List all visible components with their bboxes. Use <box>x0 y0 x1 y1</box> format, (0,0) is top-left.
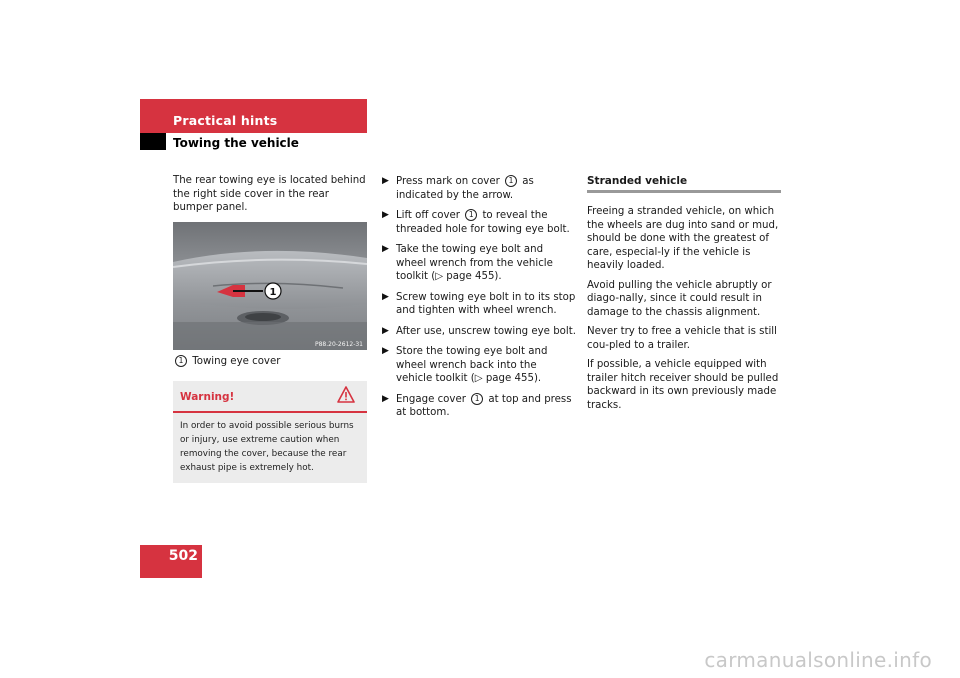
bullet-arrow-icon: ▶ <box>382 176 389 186</box>
step-item: ▶ Take the towing eye bolt and wheel wrench from the vehicle toolkit (▷ page 455). <box>382 244 553 282</box>
caption-number: 1 <box>175 355 187 367</box>
step-item: ▶ After use, unscrew towing eye bolt. <box>382 325 576 337</box>
stranded-paragraph: Avoid pulling the vehicle abruptly or diago-nally, since it could result in damage to the chassis alignment. <box>587 279 772 318</box>
page-number: 502 <box>168 548 198 564</box>
steps-column <box>380 175 576 427</box>
warning-title: Warning! <box>180 391 235 403</box>
warning-triangle-icon <box>337 386 355 407</box>
step-item: ▶ Engage cover 1 at top and press at bottom. <box>382 393 572 418</box>
intro-paragraph: The rear towing eye is located behind the right side cover in the rear bumper panel. <box>173 175 366 213</box>
callout-number: 1 <box>269 286 277 298</box>
stranded-paragraph: Never try to free a vehicle that is still cou-pled to a trailer. <box>587 326 777 351</box>
step-number: 1 <box>465 209 477 221</box>
step-item: ▶ Store the towing eye bolt and wheel wrench back into the vehicle toolkit (▷ page 455). <box>382 346 548 384</box>
bullet-arrow-icon: ▶ <box>382 393 389 404</box>
watermark[interactable]: carmanualsonline.info <box>704 648 932 672</box>
step-item: ▶ Lift off cover 1 to reveal the threaded hole for towing eye bolt. <box>382 210 570 235</box>
photo-caption <box>173 355 369 369</box>
bumper-illustration <box>173 222 367 350</box>
section-title: Practical hints <box>173 113 278 128</box>
step-item: ▶ Press mark on cover 1 as indicated by the arrow. <box>382 176 534 201</box>
stranded-paragraph: If possible, a vehicle equipped with trailer hitch receiver should be pulled backward in its own previously made tracks. <box>587 359 779 411</box>
subsection-marker <box>140 133 166 150</box>
bullet-arrow-icon: ▶ <box>382 346 389 356</box>
step-number: 1 <box>471 393 483 405</box>
warning-header <box>173 381 367 413</box>
stranded-paragraph: Freeing a stranded vehicle, on which the wheels are dug into sand or mud, should be done with the greatest of care, especial-ly if the vehicle is heavily loaded. <box>587 206 779 271</box>
towing-eye-photo <box>173 222 367 350</box>
left-column <box>173 174 369 483</box>
stranded-heading: Stranded vehicle <box>587 175 781 193</box>
caption-text: Towing eye cover <box>192 355 281 367</box>
bullet-arrow-icon: ▶ <box>382 210 389 220</box>
bullet-arrow-icon: ▶ <box>382 291 389 302</box>
stranded-vehicle-column <box>587 175 781 418</box>
warning-box <box>173 381 367 483</box>
warning-text: In order to avoid possible serious burns or injury, use extreme caution when removing the cover, because the rear exhaust pipe is extremely hot. <box>180 421 354 473</box>
bullet-arrow-icon: ▶ <box>382 325 389 336</box>
photo-code: P88.20-2612-31 <box>314 340 363 348</box>
page-number-box <box>140 545 202 578</box>
step-item: ▶ Screw towing eye bolt in to its stop and tighten with wheel wrench. <box>382 291 576 316</box>
step-number: 1 <box>505 175 517 187</box>
bullet-arrow-icon: ▶ <box>382 244 389 254</box>
subsection-title: Towing the vehicle <box>173 136 299 150</box>
